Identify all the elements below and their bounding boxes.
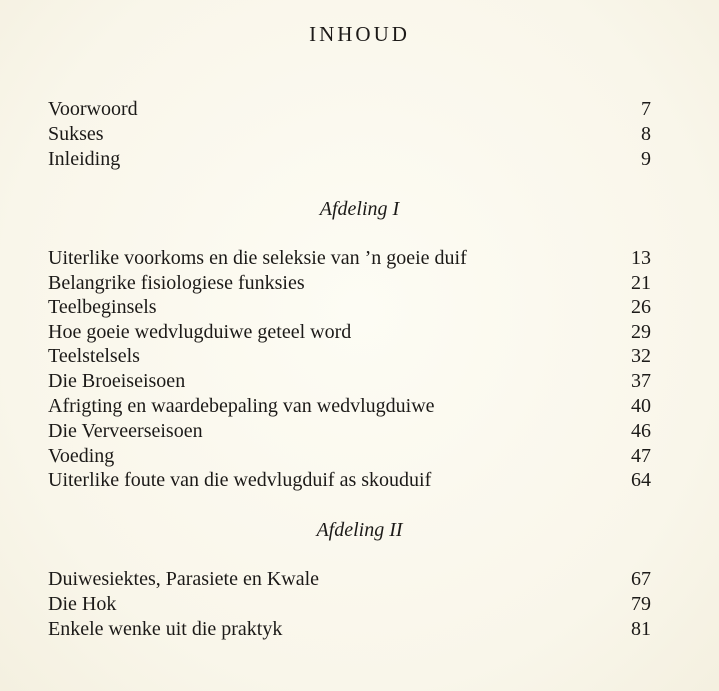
page-title: INHOUD	[309, 22, 410, 46]
toc-entry-label: Die Hok	[48, 593, 117, 615]
toc-entry-page: 37	[631, 370, 651, 392]
toc-entry	[48, 295, 651, 319]
toc-entry	[48, 122, 651, 146]
toc-entry-label: Voorwoord	[48, 98, 138, 120]
toc-entry-page: 32	[631, 345, 651, 367]
toc-entry-label: Die Verveerseisoen	[48, 420, 203, 442]
section-heading-2: Afdeling II	[316, 519, 403, 541]
toc-entry-label: Die Broeiseisoen	[48, 370, 186, 392]
toc-entry-label: Enkele wenke uit die praktyk	[48, 618, 283, 640]
toc-entry	[48, 592, 651, 616]
toc-entry-label: Teelstelsels	[48, 345, 140, 367]
toc-entry-label: Uiterlike voorkoms en die seleksie van ’n goeie duif	[48, 247, 467, 269]
toc-entry-page: 47	[631, 445, 651, 467]
toc-entry-label: Sukses	[48, 123, 104, 145]
toc-entry-page: 79	[631, 593, 651, 615]
toc-entry-label: Hoe goeie wedvlugduiwe geteel word	[48, 321, 352, 343]
toc-entry-page: 67	[631, 568, 651, 590]
toc-entry-page: 29	[631, 321, 651, 343]
toc-entry	[48, 271, 651, 295]
toc-entry-page: 40	[631, 395, 651, 417]
toc-entry-page: 13	[631, 247, 651, 269]
toc-entry-page: 26	[631, 296, 651, 318]
toc-entry-label: Duiwesiektes, Parasiete en Kwale	[48, 568, 320, 590]
toc-entry-page: 9	[641, 148, 651, 170]
toc-entry-page: 46	[631, 420, 651, 442]
toc-entry	[48, 344, 651, 368]
toc-entry	[48, 147, 651, 171]
toc-entry-page: 7	[641, 98, 651, 120]
toc-entry-label: Inleiding	[48, 148, 121, 170]
toc-entry-label: Teelbeginsels	[48, 296, 157, 318]
toc-entry	[48, 320, 651, 344]
toc-entry-label: Uiterlike foute van die wedvlugduif as skouduif	[48, 469, 432, 491]
toc-entry	[48, 468, 651, 492]
toc-entry	[48, 419, 651, 443]
toc-entry	[48, 394, 651, 418]
toc-entry-label: Belangrike fisiologiese funksies	[48, 272, 305, 294]
toc-entry	[48, 369, 651, 393]
toc-entry-page: 21	[631, 272, 651, 294]
toc-entry	[48, 246, 651, 270]
toc-entry	[48, 617, 651, 641]
toc-entry-label: Voeding	[48, 445, 115, 467]
toc-entry	[48, 567, 651, 591]
section-heading-1: Afdeling I	[319, 198, 400, 220]
toc-entry	[48, 444, 651, 468]
toc-entry-page: 81	[631, 618, 651, 640]
toc-entry-page: 8	[641, 123, 651, 145]
toc-entry	[48, 97, 651, 121]
toc-entry-page: 64	[631, 469, 651, 491]
toc-entry-label: Afrigting en waardebepaling van wedvlugduiwe	[48, 395, 435, 417]
